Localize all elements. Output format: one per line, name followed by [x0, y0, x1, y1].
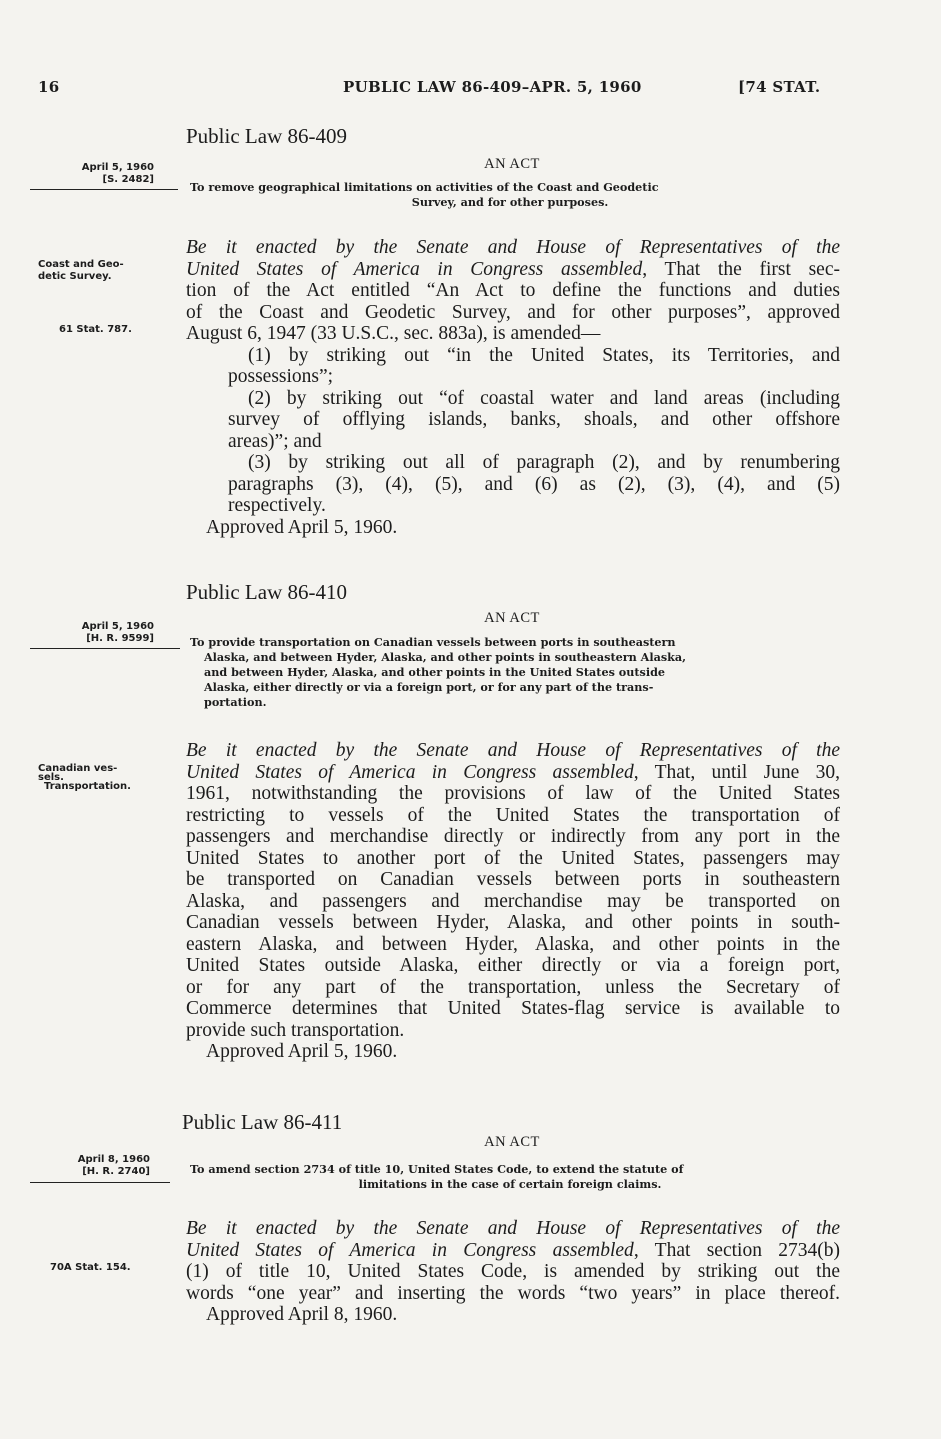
body-line: eastern Alaska, and between Hyder, Alaska, and other points in the	[186, 933, 840, 955]
law-410-rule	[30, 648, 180, 649]
law-410-purpose	[190, 635, 830, 710]
law-411-title: Public Law 86-411	[182, 1110, 343, 1134]
law-410-title: Public Law 86-410	[186, 580, 347, 604]
law-409-purpose	[190, 180, 830, 210]
law-409-act-label: AN ACT	[484, 156, 540, 172]
enacting-clause-line	[186, 762, 840, 784]
body-line: Alaska, and passengers and merchandise may be transported on	[186, 890, 840, 912]
body-line: United States to another port of the United States, passengers may	[186, 847, 840, 869]
body-line: of the Coast and Geodetic Survey, and for other purposes”, approved	[186, 301, 840, 323]
law-409-margin-date	[30, 162, 154, 186]
item-line: paragraphs (3), (4), (5), and (6) as (2), (3), (4), and (5)	[228, 473, 840, 495]
item-line: possessions”;	[228, 366, 334, 387]
body-line: restricting to vessels of the United States the transportation of	[186, 804, 840, 826]
purpose-line: limitations in the case of certain foreign claims.	[358, 1177, 662, 1191]
item-line: (2) by striking out “of coastal water and land areas (including	[248, 387, 840, 409]
page-number: 16	[38, 78, 60, 96]
item-line: survey of offlying islands, banks, shoals, and other offshore	[228, 409, 840, 430]
law-411-rule	[30, 1182, 170, 1183]
enacting-italic: Be it enacted by the Senate and House of Representatives of the	[186, 740, 840, 761]
law-411-bill: [H. R. 2740]	[82, 1166, 150, 1177]
side-note-line: Transportation.	[44, 781, 131, 792]
law-409-bill: [S. 2482]	[102, 174, 154, 185]
law-410-margin-date	[30, 621, 154, 645]
law-410-side-note	[38, 763, 178, 793]
item-line: respectively.	[228, 495, 326, 516]
body-line: Commerce determines that United States-flag service is available to	[186, 998, 840, 1019]
law-409-date: April 5, 1960	[81, 162, 154, 173]
side-note-line: sels.	[38, 772, 64, 783]
law-410-body	[186, 740, 840, 1063]
enacting-italic: United States of America in Congress assembled	[186, 1239, 634, 1261]
body-line: Canadian vessels between Hyder, Alaska, and other points in south-	[186, 912, 840, 933]
enacting-italic: United States of America in Congress assembled	[186, 761, 634, 783]
purpose-line: To amend section 2734 of title 10, United States Code, to extend the statute of	[190, 1162, 684, 1176]
purpose-line: and between Hyder, Alaska, and other points in the United States outside	[204, 665, 666, 679]
purpose-line: To provide transportation on Canadian vessels between ports in southeastern	[190, 635, 676, 649]
law-411-body	[186, 1218, 840, 1326]
law-411-side-note: 70A Stat. 154.	[50, 1262, 131, 1273]
body-line: tion of the Act entitled “An Act to define the functions and duties	[186, 280, 840, 301]
body-line: August 6, 1947 (33 U.S.C., sec. 883a), is amended—	[186, 323, 601, 344]
body-line: or for any part of the transportation, unless the Secretary of	[186, 976, 840, 998]
purpose-line: Alaska, either directly or via a foreign port, or for any part of the trans-	[204, 680, 654, 694]
enacting-rest: , That the first sec-	[642, 258, 840, 280]
approved-line: Approved April 5, 1960.	[206, 516, 398, 538]
enacting-clause-line	[186, 237, 840, 259]
enacting-clause-line	[186, 740, 840, 762]
body-line: 1961, notwithstanding the provisions of law of the United States	[186, 783, 840, 804]
law-409-body	[186, 237, 840, 538]
side-note-line: detic Survey.	[38, 271, 112, 282]
law-409-rule	[30, 189, 178, 190]
body-line: United States outside Alaska, either directly or via a foreign port,	[186, 955, 840, 976]
enacting-italic: United States of America in Congress assembled	[186, 258, 643, 280]
law-410-date: April 5, 1960	[81, 621, 154, 632]
approved-line: Approved April 5, 1960.	[206, 1041, 398, 1062]
law-409-title: Public Law 86-409	[186, 124, 347, 148]
enacting-rest: , That, until June 30,	[633, 761, 840, 783]
enacting-clause-line	[186, 1240, 840, 1262]
body-line: passengers and merchandise directly or indirectly from any port in the	[186, 826, 840, 847]
side-note-line: Coast and Geo-	[38, 259, 124, 270]
enacting-rest: , That section 2734(b)	[633, 1239, 840, 1261]
item-line: areas)”; and	[228, 430, 322, 452]
purpose-line: To remove geographical limitations on activities of the Coast and Geodetic	[190, 180, 659, 194]
volume-reference: [74 STAT.	[738, 78, 821, 96]
body-line: provide such transportation.	[186, 1019, 405, 1041]
law-411-act-label: AN ACT	[484, 1134, 540, 1150]
purpose-line: Alaska, and between Hyder, Alaska, and other points in southeastern Alaska,	[204, 650, 687, 664]
law-411-margin-date	[30, 1154, 150, 1178]
running-title: PUBLIC LAW 86-409–APR. 5, 1960	[343, 78, 642, 96]
body-line: (1) of title 10, United States Code, is amended by striking out the	[186, 1261, 840, 1282]
body-line: be transported on Canadian vessels between ports in southeastern	[186, 869, 840, 890]
enacting-clause-line	[186, 259, 840, 281]
enacting-clause-line	[186, 1218, 840, 1240]
body-line: words “one year” and inserting the words “two years” in place thereof.	[186, 1282, 840, 1304]
law-411-purpose	[190, 1162, 830, 1192]
item-line: (3) by striking out all of paragraph (2), and by renumbering	[248, 452, 840, 473]
purpose-line: Survey, and for other purposes.	[411, 195, 609, 209]
law-410-bill: [H. R. 9599]	[86, 633, 154, 644]
law-409-side-note-stat: 61 Stat. 787.	[59, 324, 132, 335]
law-410-act-label: AN ACT	[484, 610, 540, 626]
law-409-side-note-coast	[38, 259, 178, 283]
purpose-line: portation.	[204, 695, 267, 709]
enacting-italic: Be it enacted by the Senate and House of Representatives of the	[186, 237, 840, 258]
side-note-line: Canadian ves-	[38, 763, 118, 774]
item-line: (1) by striking out “in the United States, its Territories, and	[248, 344, 840, 366]
law-411-date: April 8, 1960	[77, 1154, 150, 1165]
approved-line: Approved April 8, 1960.	[206, 1304, 398, 1325]
enacting-italic: Be it enacted by the Senate and House of Representatives of the	[186, 1218, 840, 1239]
